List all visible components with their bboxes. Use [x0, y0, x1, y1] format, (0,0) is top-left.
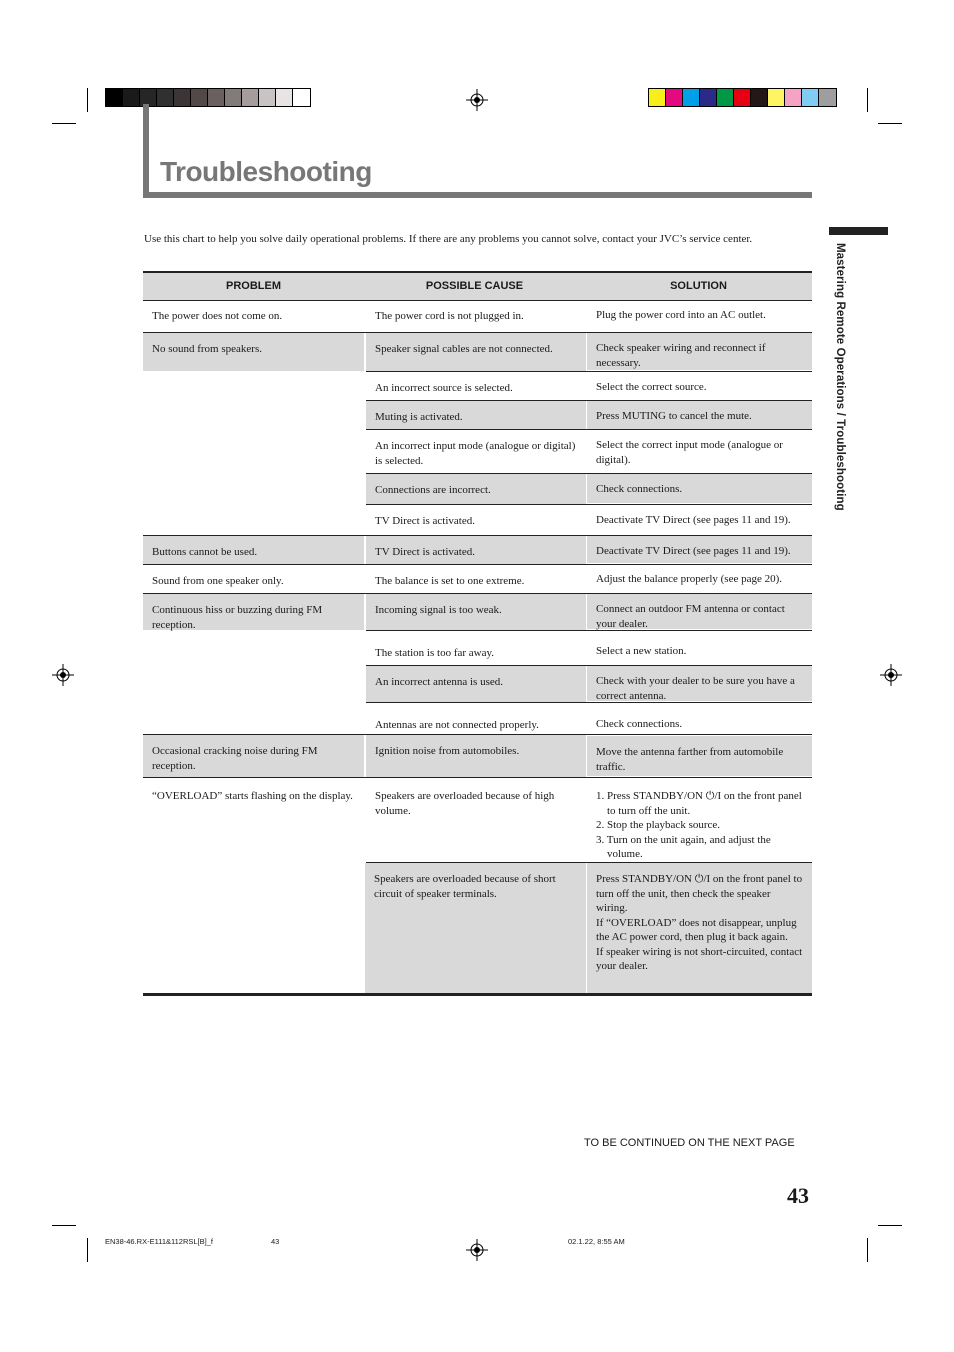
- cause-cell: Speakers are overloaded because of short circuit of speaker terminals.: [365, 863, 586, 994]
- registration-mark-icon: [466, 89, 488, 111]
- row-divider: [366, 504, 812, 505]
- cause-cell: The balance is set to one extreme.: [375, 575, 525, 587]
- row-divider: [143, 535, 812, 536]
- footer-filename: EN38-46.RX-E111&112RSL[B]_f: [105, 1237, 213, 1246]
- registration-mark-icon: [880, 664, 902, 686]
- grayscale-color-bar: [105, 88, 311, 107]
- footer-page: 43: [271, 1237, 280, 1246]
- cause-cell: The power cord is not plugged in.: [375, 310, 524, 322]
- short-circuit-line: If speaker wiring is not short-circuited, contact your dealer.: [596, 945, 803, 972]
- color-swatch: [259, 89, 276, 106]
- color-swatch: [174, 89, 191, 106]
- cause-cell: An incorrect source is selected.: [375, 382, 513, 394]
- cause-cell: The station is too far away.: [375, 647, 495, 659]
- row-divider: [366, 665, 812, 666]
- color-swatch: [734, 89, 751, 106]
- table-bottom-rule: [143, 993, 812, 996]
- color-swatch: [649, 89, 666, 106]
- footer-date: 02.1.22, 8:55 AM: [568, 1237, 625, 1246]
- problem-cell: Buttons cannot be used.: [143, 536, 364, 564]
- crop-mark: [867, 1238, 868, 1262]
- crop-mark: [87, 88, 88, 112]
- crop-mark: [52, 1225, 76, 1226]
- header-possible-cause: POSSIBLE CAUSE: [425, 280, 524, 292]
- overload-steps: [596, 789, 804, 862]
- solution-cell: Move the antenna farther from automobile traffic.: [587, 736, 812, 776]
- row-divider: [143, 734, 812, 735]
- row-divider: [366, 371, 812, 372]
- crop-mark: [52, 123, 76, 124]
- problem-cell: “OVERLOAD” starts flashing on the display.: [152, 790, 353, 802]
- solution-cell: Deactivate TV Direct (see pages 11 and 19).: [596, 514, 791, 526]
- solution-cell: Select the correct source.: [596, 381, 707, 393]
- color-swatch: [157, 89, 174, 106]
- solution-cell: Check with your dealer to be sure you have a correct antenna.: [587, 665, 812, 701]
- cause-cell: TV Direct is activated.: [375, 515, 475, 527]
- cause-cell: Incoming signal is too weak.: [366, 594, 586, 630]
- solution-cell-overload: [587, 780, 812, 860]
- row-divider: [143, 593, 812, 594]
- row-divider: [143, 564, 812, 565]
- cause-cell: Speakers are overloaded because of high volume.: [375, 790, 555, 817]
- header-solution: SOLUTION: [670, 280, 727, 292]
- color-swatch: [276, 89, 293, 106]
- solution-cell: Check connections.: [596, 718, 683, 730]
- cause-cell: Connections are incorrect.: [366, 474, 586, 504]
- color-swatch: [106, 89, 123, 106]
- row-divider: [366, 862, 812, 863]
- color-swatch: [242, 89, 259, 106]
- cause-cell: An incorrect antenna is used.: [366, 666, 586, 702]
- registration-mark-icon: [52, 664, 74, 686]
- cause-cell: An incorrect input mode (analogue or digital) is selected.: [375, 440, 576, 467]
- color-swatch: [819, 89, 836, 106]
- solution-cell: Connect an outdoor FM antenna or contact your dealer.: [587, 593, 812, 629]
- problem-cell: No sound from speakers.: [143, 333, 364, 371]
- problem-cell: The power does not come on.: [152, 310, 283, 322]
- row-divider: [366, 429, 812, 430]
- color-swatch: [785, 89, 802, 106]
- title-underline: [143, 192, 812, 198]
- color-swatch: [768, 89, 785, 106]
- color-swatch: [802, 89, 819, 106]
- overload-step: 3. Turn on the unit again, and adjust the volume.: [596, 833, 771, 860]
- continued-note: TO BE CONTINUED ON THE NEXT PAGE: [584, 1137, 795, 1149]
- color-swatch: [683, 89, 700, 106]
- color-swatch: [293, 89, 310, 106]
- row-divider: [143, 332, 812, 333]
- color-swatch: [717, 89, 734, 106]
- short-circuit-line: If “OVERLOAD” does not disappear, unplug the AC power cord, then plug it back again.: [596, 916, 797, 943]
- side-tab-label: Mastering Remote Operations / Troubleshooting: [834, 243, 846, 511]
- page-number: 43: [787, 1183, 809, 1208]
- problem-cell: Occasional cracking noise during FM reception.: [143, 735, 364, 777]
- row-divider: [366, 400, 812, 401]
- crop-mark: [878, 123, 902, 124]
- cause-cell: TV Direct is activated.: [366, 536, 586, 564]
- cause-cell: Muting is activated.: [366, 401, 586, 430]
- row-divider: [366, 473, 812, 474]
- problem-cell: Continuous hiss or buzzing during FM reception.: [143, 594, 364, 630]
- solution-cell: Select a new station.: [596, 645, 687, 657]
- solution-cell: Adjust the balance properly (see page 20).: [596, 573, 783, 585]
- solution-cell: Plug the power cord into an AC outlet.: [596, 309, 766, 321]
- color-swatch: [208, 89, 225, 106]
- overload-step: 1. Press STANDBY/ON ⏻/I on the front panel to turn off the unit.: [596, 790, 802, 817]
- solution-cell: Deactivate TV Direct (see pages 11 and 19).: [587, 535, 812, 563]
- crop-mark: [87, 1238, 88, 1262]
- table-header: [143, 271, 812, 301]
- solution-cell-short-circuit: [587, 863, 812, 994]
- problem-cell: Sound from one speaker only.: [152, 575, 284, 587]
- side-tab-bar: [829, 227, 888, 235]
- color-swatch: [123, 89, 140, 106]
- row-divider: [143, 777, 812, 778]
- crop-mark: [878, 1225, 902, 1226]
- intro-text: Use this chart to help you solve daily operational problems. If there are any problems you cannot solve, contact your JVC’s service center.: [144, 233, 753, 245]
- solution-cell: Check connections.: [587, 473, 812, 503]
- cause-cell: Ignition noise from automobiles.: [366, 735, 586, 777]
- header-problem: PROBLEM: [226, 280, 281, 292]
- row-divider: [366, 702, 812, 703]
- registration-mark-icon: [466, 1239, 488, 1261]
- solution-cell: Press MUTING to cancel the mute.: [587, 400, 812, 429]
- troubleshooting-table: [143, 271, 812, 301]
- color-swatch: [225, 89, 242, 106]
- cause-cell: Antennas are not connected properly.: [375, 719, 539, 731]
- color-swatch: [751, 89, 768, 106]
- row-divider: [366, 630, 812, 631]
- title-frame: [143, 104, 149, 198]
- color-swatch: [700, 89, 717, 106]
- color-swatch: [666, 89, 683, 106]
- overload-step: 2. Stop the playback source.: [596, 819, 721, 831]
- process-color-bar: [648, 88, 837, 107]
- solution-cell: Select the correct input mode (analogue or digital).: [596, 439, 783, 466]
- solution-cell: Check speaker wiring and reconnect if necessary.: [587, 332, 812, 370]
- short-circuit-line: Press STANDBY/ON ⏻/I on the front panel to turn off the unit, then check the speaker wiring.: [596, 873, 803, 914]
- cause-cell: Speaker signal cables are not connected.: [366, 333, 586, 371]
- color-swatch: [191, 89, 208, 106]
- crop-mark: [867, 88, 868, 112]
- page-title: Troubleshooting: [160, 156, 372, 187]
